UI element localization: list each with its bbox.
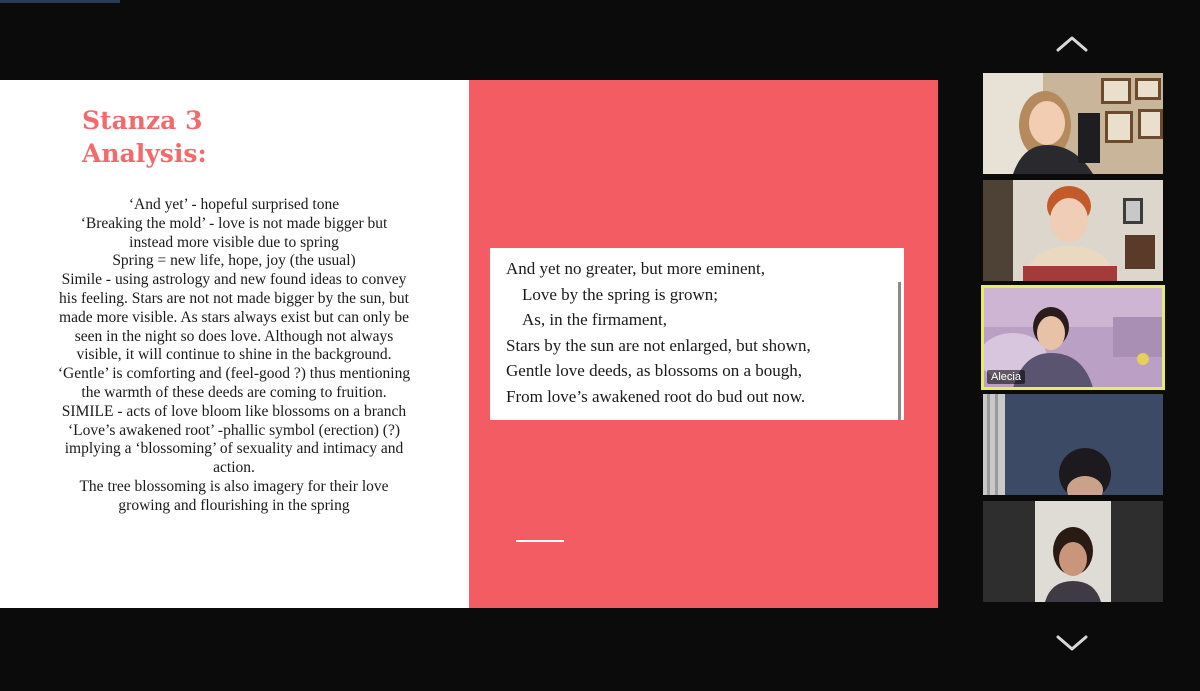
participant-name-label: Alecia: [987, 370, 1025, 384]
analysis-line: ‘Gentle’ is comforting and (feel-good ?) thus mentioning: [57, 365, 411, 383]
analysis-line: SIMILE - acts of love bloom like blossoms on a branch: [61, 402, 407, 420]
analysis-line: ‘Love’s awakened root’ -phallic symbol (erection) (?): [68, 421, 400, 439]
analysis-line: Simile - using astrology and new found ideas to convey: [61, 271, 407, 289]
analysis-line: seen in the night so does love. Although not always: [74, 327, 394, 345]
chevron-up-icon[interactable]: [1055, 33, 1089, 55]
analysis-line: the warmth of these deeds are coming to fruition.: [81, 383, 387, 401]
participant-video-tile[interactable]: [983, 394, 1163, 495]
participant-video: [983, 394, 1163, 495]
participant-video-tile[interactable]: [983, 73, 1163, 174]
analysis-line: ‘And yet’ - hopeful surprised tone: [128, 196, 340, 213]
participant-video: [983, 180, 1163, 281]
slide-right-panel: [469, 80, 938, 608]
slide-title: [82, 104, 282, 170]
analysis-line: action.: [213, 459, 255, 477]
slide-decorative-line: [516, 540, 564, 542]
analysis-text: [14, 196, 454, 516]
poem-line: From love’s awakened root do bud out now.: [506, 386, 806, 406]
analysis-line: his feeling. Stars are not not made bigger by the sun, but: [59, 289, 409, 307]
analysis-line: visible, it will continue to shine in the background.: [76, 346, 392, 364]
analysis-line: implying a ‘blossoming’ of sexuality and intimacy and: [64, 440, 404, 458]
slide-title-line-2: Analysis:: [82, 139, 207, 168]
shared-slide: [0, 80, 938, 608]
poem-line: And yet no greater, but more eminent,: [506, 259, 765, 278]
poem-line: As, in the firmament,: [522, 310, 667, 329]
poem-line: Love by the spring is grown;: [522, 284, 718, 304]
analysis-line: made more visible. As stars always exist but can only be: [59, 308, 409, 326]
poem-excerpt-box: [490, 248, 904, 420]
slide-left-panel: [0, 80, 469, 608]
participant-video-tile-active[interactable]: [983, 287, 1163, 388]
poem-line: Gentle love deeds, as blossoms on a bough,: [506, 361, 803, 380]
analysis-line: growing and flourishing in the spring: [118, 496, 350, 514]
participant-video-tile[interactable]: [983, 501, 1163, 602]
analysis-line: Spring = new life, hope, joy (the usual): [112, 252, 356, 270]
slide-title-line-1: Stanza 3: [82, 106, 203, 135]
analysis-line: The tree blossoming is also imagery for their love: [79, 477, 389, 495]
participant-video: [983, 73, 1163, 174]
analysis-line: ‘Breaking the mold’ - love is not made bigger but: [80, 214, 388, 232]
chevron-down-icon[interactable]: [1055, 632, 1089, 654]
participant-video-tile[interactable]: [983, 180, 1163, 281]
analysis-line: instead more visible due to spring: [129, 233, 339, 251]
participant-video: [983, 501, 1163, 602]
poem-line: Stars by the sun are not enlarged, but shown,: [506, 335, 811, 355]
window-accent-bar: [0, 0, 120, 3]
poem-scrollbar[interactable]: [898, 282, 901, 420]
